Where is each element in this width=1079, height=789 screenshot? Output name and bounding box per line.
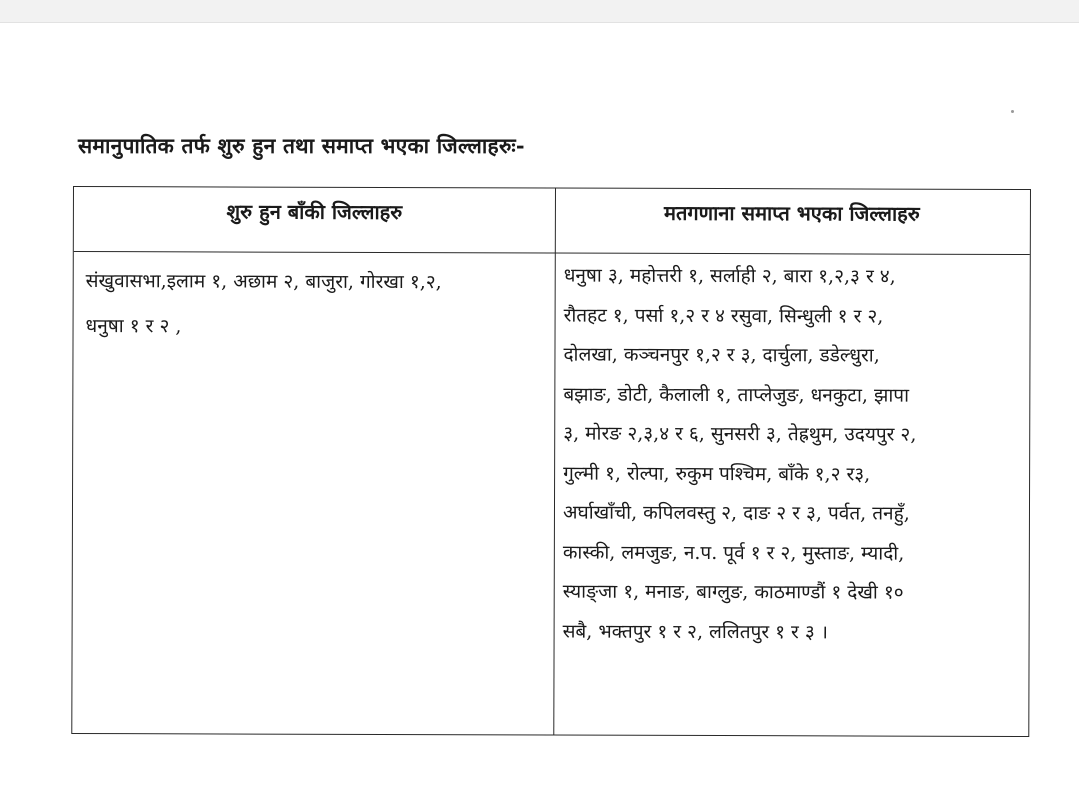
column-divider (553, 189, 556, 735)
completed-line: गुल्मी १, रोल्पा, रुकुम पश्चिम, बाँके १,२ र३, (563, 462, 871, 486)
remaining-line: धनुषा १ र २ , (85, 315, 182, 338)
top-band (0, 0, 1079, 23)
completed-line: बझाङ, डोटी, कैलाली १, ताप्लेजुङ, धनकुटा, झापा (563, 383, 910, 407)
completed-line: कास्की, लमजुङ, न.प. पूर्व १ र २, मुस्ताङ, म्यादी, (562, 541, 905, 565)
completed-line: सबै, भक्तपुर १ र २, ललितपुर १ र ३ । (562, 620, 829, 643)
scan-speck (1011, 110, 1014, 113)
completed-line: धनुषा ३, महोत्तरी १, सर्लाही २, बारा १,२,३ र ४, (563, 264, 896, 288)
completed-line: स्याङ्जा १, मनाङ, बाग्लुङ, काठमाण्डौं १ देखी १० (562, 580, 904, 604)
remaining-line: संखुवासभा,इलाम १, अछाम २, बाजुरा, गोरखा १,२, (85, 270, 442, 294)
completed-line: रौतहट १, पर्सा १,२ र ४ रसुवा, सिन्धुली १ र २, (563, 304, 884, 328)
completed-line: अर्घाखाँची, कपिलवस्तु २, दाङ २ र ३, पर्वत, तनहुँ, (562, 501, 910, 525)
districts-table (71, 186, 1031, 737)
completed-line: ३, मोरङ २,३,४ र ६, सुनसरी ३, तेह्रथुम, उदयपुर २, (563, 422, 917, 446)
remaining-districts-cell (85, 259, 547, 350)
header-divider (74, 251, 1030, 255)
header-completed-districts: मतगणाना समाप्त भएका जिल्लाहरु (664, 200, 920, 226)
completed-districts-cell (563, 257, 1022, 653)
completed-line: दोलखा, कञ्चनपुर १,२ र ३, दार्चुला, डडेल्धुरा, (563, 343, 880, 367)
header-remaining-districts: शुरु हुन बाँकी जिल्लाहरु (226, 199, 403, 225)
document-heading: समानुपातिक तर्फ शुरु हुन तथा समाप्त भएका जिल्लाहरुः- (78, 133, 525, 158)
